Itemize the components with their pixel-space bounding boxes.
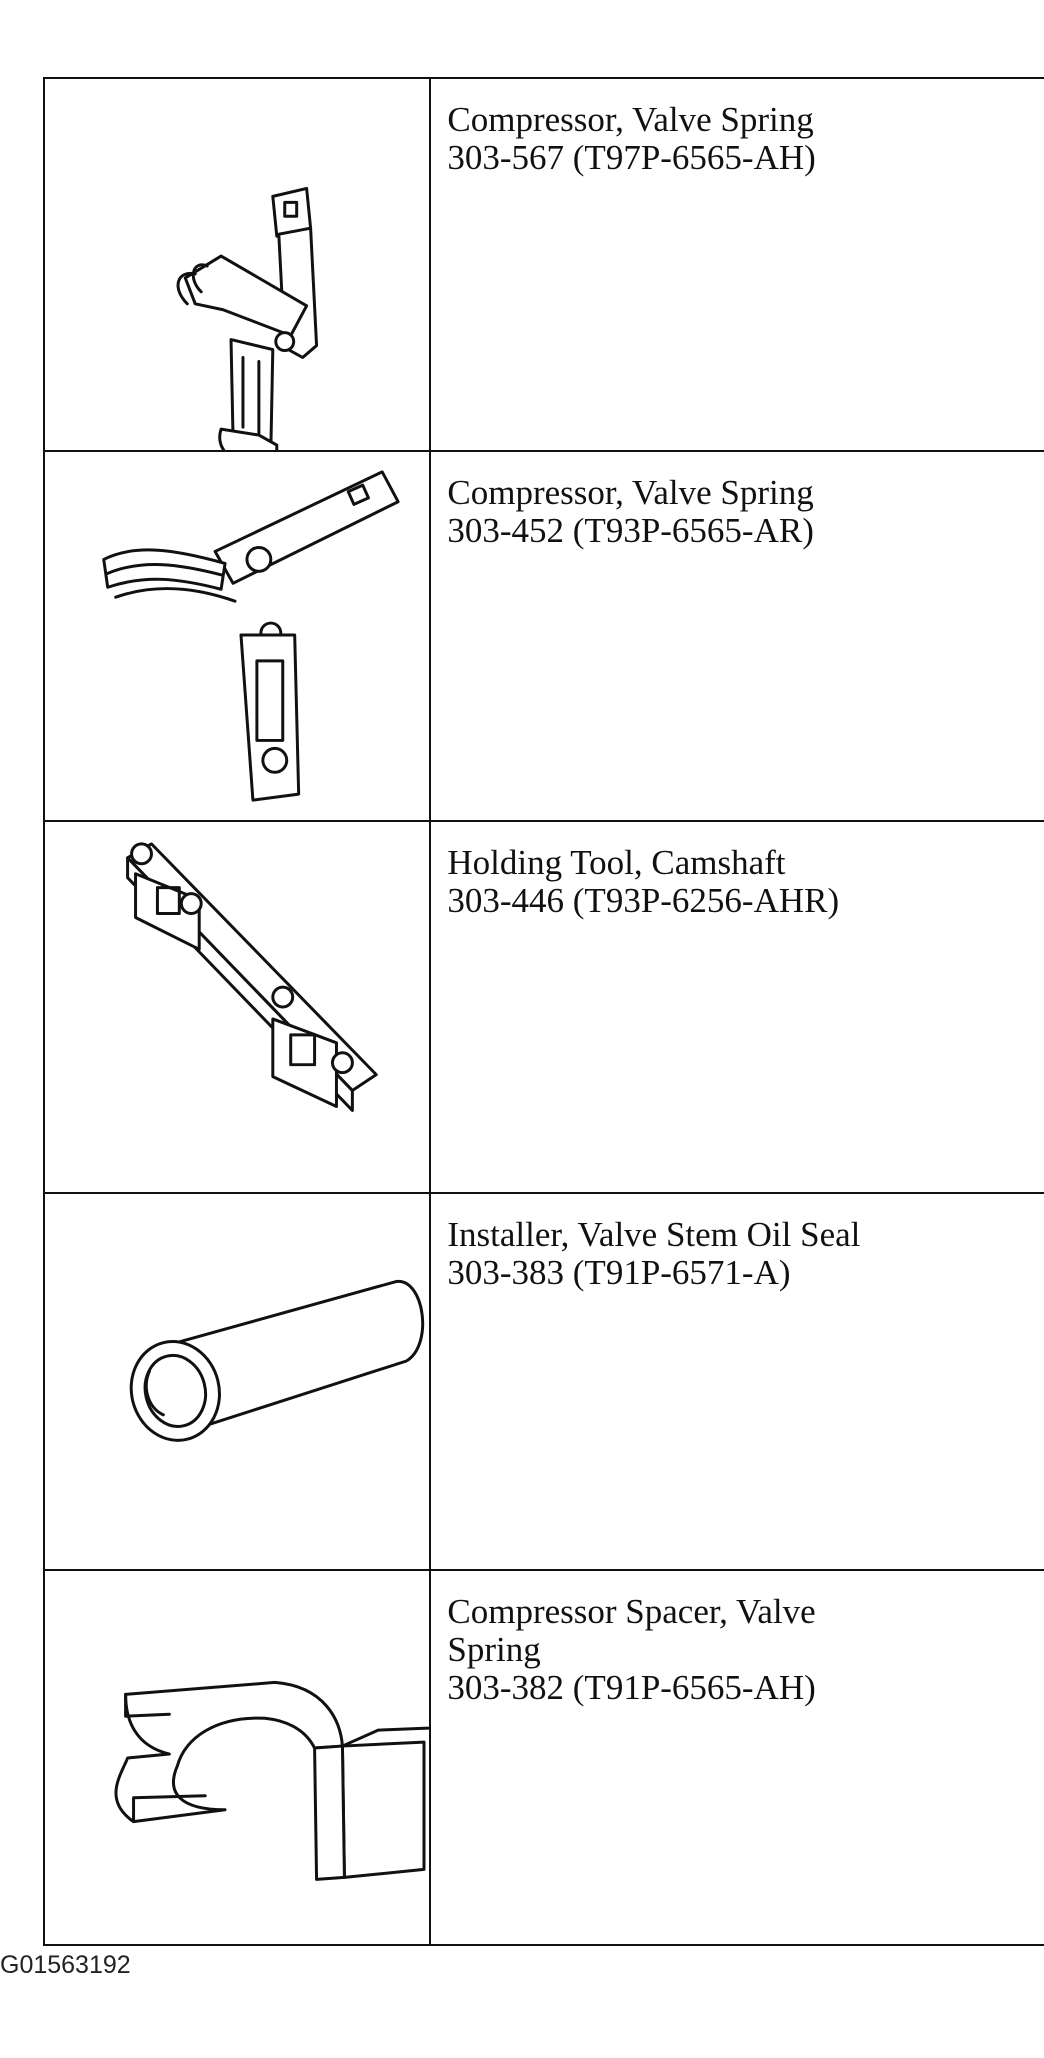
tool-illustration-cell — [44, 1193, 430, 1570]
tool-row — [44, 451, 1044, 821]
tool-row — [44, 1193, 1044, 1570]
tool-description-cell — [430, 1193, 1044, 1570]
tool-name: Holding Tool, Camshaft — [447, 843, 786, 882]
tool-part-number: 303-382 (T91P-6565-AH) — [447, 1668, 816, 1707]
tool-part-number: 303-446 (T93P-6256-AHR) — [447, 881, 840, 920]
tool-description-cell — [430, 1570, 1044, 1945]
tool-illustration-cell — [44, 1570, 430, 1945]
tool-name: Compressor, Valve Spring — [447, 100, 814, 139]
camshaft-holding-bar-icon — [45, 822, 429, 1192]
tool-part-number: 303-383 (T91P-6571-A) — [447, 1253, 791, 1292]
tool-row — [44, 78, 1044, 451]
tool-row — [44, 1570, 1044, 1945]
tool-description-cell — [430, 78, 1044, 451]
tool-name-line-1: Compressor Spacer, Valve — [447, 1592, 816, 1631]
tool-part-number: 303-452 (T93P-6565-AR) — [447, 511, 814, 550]
u-shaped-spacer-icon — [45, 1571, 429, 1944]
tool-illustration-cell — [44, 78, 430, 451]
tool-description-cell — [430, 821, 1044, 1193]
special-tools-table — [43, 77, 1044, 1946]
tool-name-line-2: Spring — [447, 1630, 541, 1669]
tool-illustration-cell — [44, 821, 430, 1193]
tool-name: Installer, Valve Stem Oil Seal — [447, 1215, 861, 1254]
tool-illustration-cell — [44, 451, 430, 821]
tool-part-number: 303-567 (T97P-6565-AH) — [447, 138, 816, 177]
seal-installer-tube-icon — [45, 1194, 429, 1569]
tool-row — [44, 821, 1044, 1193]
tool-name: Compressor, Valve Spring — [447, 473, 814, 512]
tool-description-cell — [430, 451, 1044, 821]
valve-spring-compressor-upright-icon — [45, 79, 429, 450]
figure-id: G01563192 — [0, 1951, 131, 1979]
valve-spring-compressor-angled-icon — [45, 452, 429, 820]
